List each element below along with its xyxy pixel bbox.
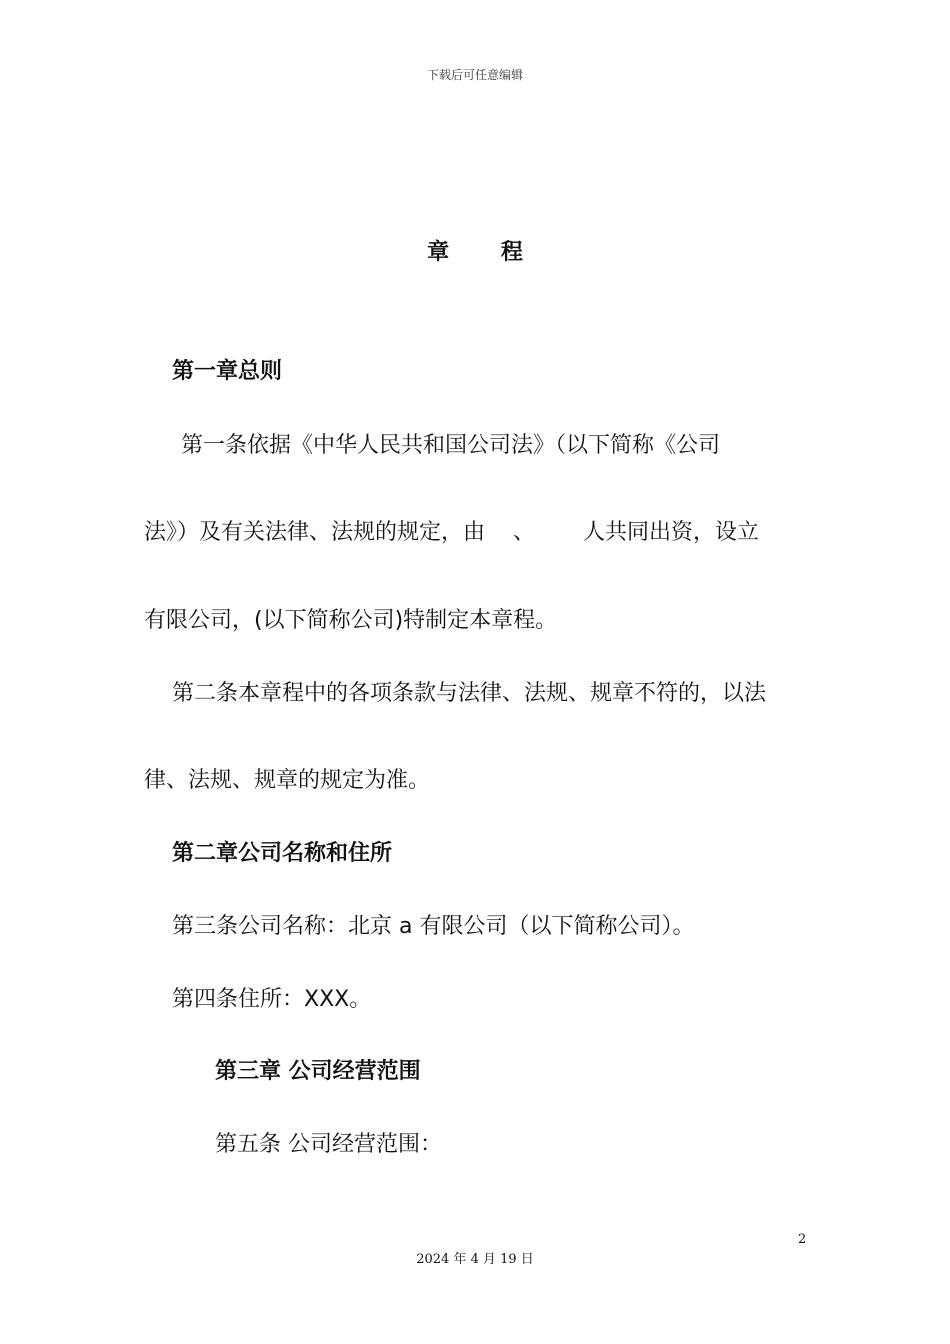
chapter-2-heading: 第二章公司名称和住所: [172, 841, 393, 866]
article-1-line-2: [144, 518, 806, 548]
footer-date: 2024 年 4 月 19 日: [416, 1252, 534, 1267]
header-note: 下载后可任意编辑: [426, 68, 523, 82]
article-5: 第五条 公司经营范围：: [215, 1132, 442, 1157]
article-1-line-3: 有限公司，(以下简称公司)特制定本章程。: [144, 608, 558, 633]
article-2-line-2: 律、法规、规章的规定为准。: [144, 768, 431, 793]
article-1-line-1: 第一条依据《中华人民共和国公司法》（以下简称《公司: [181, 433, 721, 458]
chapter-3-heading: 第三章 公司经营范围: [215, 1059, 421, 1084]
article-1-line-2-part-1: 法》）及有关法律、法规的规定，由: [144, 520, 486, 545]
document-title: 章 程: [427, 240, 545, 265]
chapter-1-heading: 第一章总则: [172, 359, 283, 384]
article-4: 第四条住所：XXX。: [172, 987, 372, 1012]
article-3: 第三条公司名称：北京 a 有限公司（以下简称公司）。: [172, 914, 695, 939]
page-number: 2: [798, 1232, 807, 1247]
article-1-line-2-part-2: 、: [513, 520, 536, 545]
article-1-line-2-part-3: 人共同出资，设立: [583, 520, 760, 545]
article-2-line-1: 第二条本章程中的各项条款与法律、法规、规章不符的，以法: [172, 681, 767, 706]
